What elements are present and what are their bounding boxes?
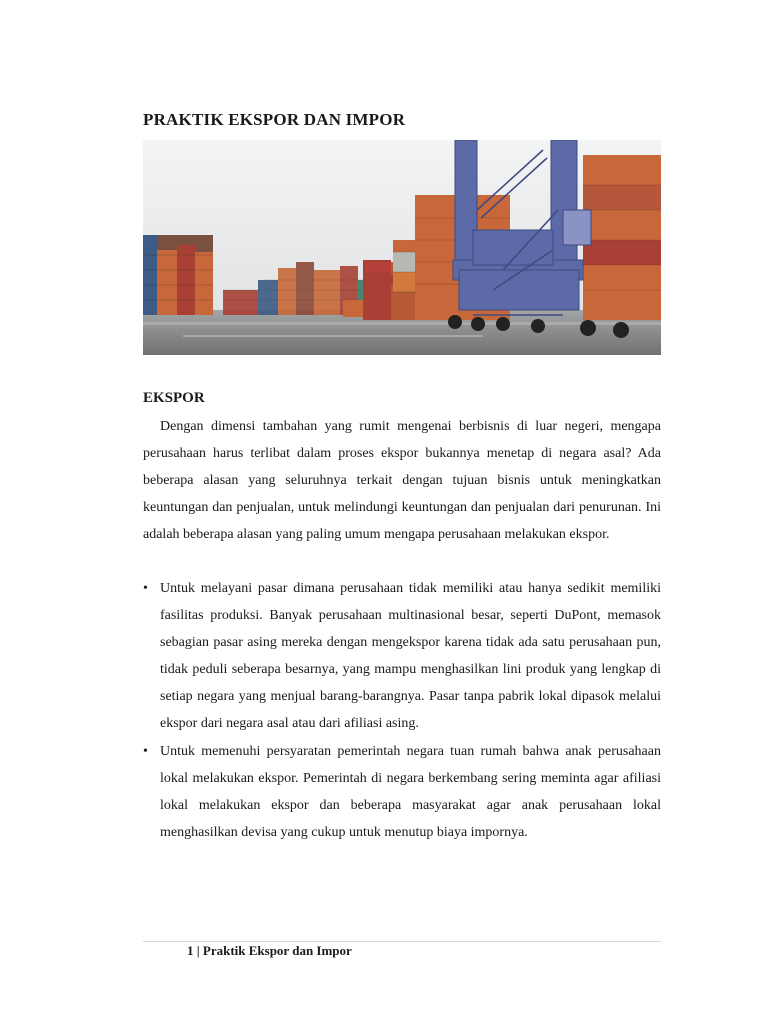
footer-running-title: Praktik Ekspor dan Impor	[202, 943, 352, 958]
document-title: PRAKTIK EKSPOR DAN IMPOR	[143, 110, 406, 129]
bullet-icon: •	[143, 744, 148, 759]
footer-separator: |	[196, 943, 200, 958]
bullet-text: Untuk memenuhi persyaratan pemerintah negara tuan rumah bahwa anak perusahaan lokal melakukan ekspor. Pemerintah di negara berkembang sering meminta agar afiliasi lokal melakukan ekspor dan beberapa masyarakat agar anak perusahaan lokal menghasilkan devisa yang cukup untuk menutup biaya impornya.	[160, 744, 661, 840]
page-footer	[187, 943, 352, 959]
footer-divider	[143, 941, 661, 942]
container-port-photo	[143, 140, 661, 355]
list-item	[143, 738, 661, 846]
page-number: 1	[187, 943, 194, 958]
bullet-text: Untuk melayani pasar dimana perusahaan tidak memiliki atau hanya sedikit memiliki fasilitas produksi. Banyak perusahaan multinasional besar, seperti DuPont, memasok sebagian pasar asing mereka dengan mengekspor karena tidak ada satu perusahaan pun, tidak peduli seberapa besarnya, yang mampu menghasilkan lini produk yang lengkap di setiap negara yang menjual barang-barangnya. Pasar tanpa pabrik lokal dipasok melalui ekspor dari negara asal atau dari afiliasi asing.	[160, 581, 661, 731]
bullet-list	[143, 575, 661, 847]
section-heading-ekspor: EKSPOR	[143, 390, 205, 406]
intro-paragraph: Dengan dimensi tambahan yang rumit mengenai berbisnis di luar negeri, mengapa perusahaan harus terlibat dalam proses ekspor bukannya menetap di negara asal? Ada beberapa alasan yang seluruhnya terkait dengan tujuan bisnis untuk meningkatkan keuntungan dan penjualan, untuk melindungi keuntungan dan penjualan dari penurunan. Ini adalah beberapa alasan yang paling umum mengapa perusahaan melakukan ekspor.	[143, 419, 661, 542]
list-item	[143, 575, 661, 737]
bullet-icon: •	[143, 581, 148, 596]
